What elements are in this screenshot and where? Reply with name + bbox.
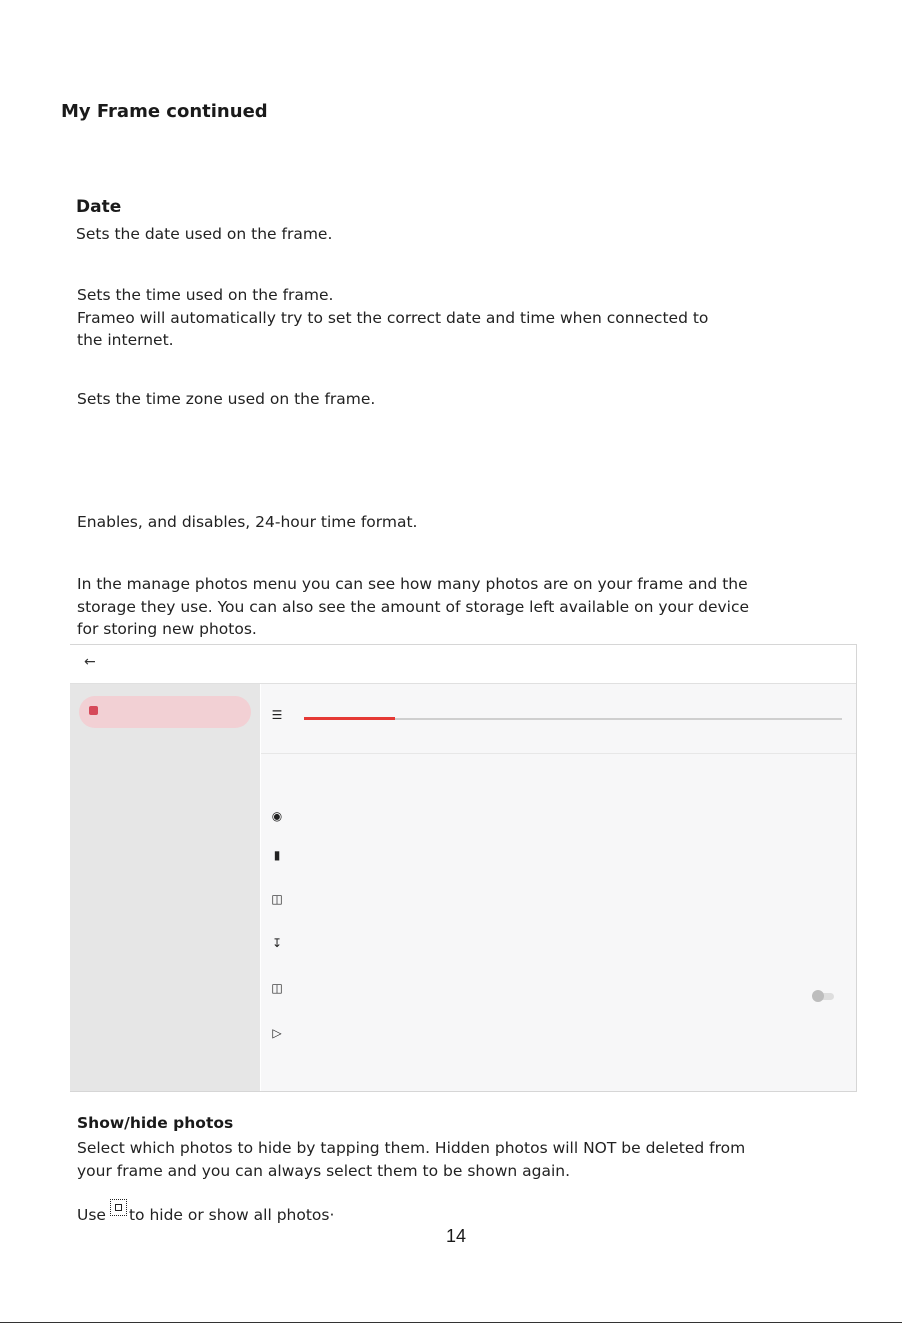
section-heading: My Frame continued — [61, 101, 268, 122]
showhide-title: Show/hide photos — [77, 1114, 234, 1132]
sd-export-icon[interactable]: ◫ — [271, 981, 283, 995]
manage-photos-screenshot — [70, 644, 857, 1092]
eye-icon[interactable]: ◉ — [271, 809, 283, 823]
page-number: 14 — [446, 1226, 467, 1246]
use-suffix: to hide or show all photos· — [128, 1206, 335, 1224]
showhide-use-line — [77, 1203, 334, 1226]
manage-description-line2: storage they use. You can also see the amount of storage left available on your device — [77, 598, 750, 616]
slideshow-toggle[interactable] — [812, 991, 834, 1001]
storage-row — [261, 684, 856, 754]
showhide-description-line1: Select which photos to hide by tapping them. Hidden photos will NOT be deleted from — [77, 1139, 746, 1157]
screenshot-sidebar — [70, 684, 260, 1091]
date-title: Date — [76, 197, 122, 217]
screenshot-topbar — [70, 645, 856, 684]
back-arrow-icon[interactable]: ← — [84, 654, 96, 670]
download-icon[interactable]: ↧ — [271, 936, 283, 950]
format24-description: Enables, and disables, 24-hour time format. — [77, 513, 418, 531]
sidebar-item-photos[interactable] — [79, 696, 251, 728]
sd-import-icon[interactable]: ◫ — [271, 892, 283, 906]
storage-bar-fill — [304, 717, 395, 720]
time-description-line2: Frameo will automatically try to set the correct date and time when connected to — [77, 309, 709, 327]
trash-icon[interactable]: ▮ — [273, 848, 281, 862]
use-prefix: Use — [77, 1206, 106, 1224]
timezone-description: Sets the time zone used on the frame. — [77, 390, 376, 408]
storage-bar — [304, 718, 842, 720]
time-description-line3: the internet. — [77, 331, 174, 349]
select-all-icon — [110, 1199, 127, 1216]
footer-divider — [0, 1322, 902, 1323]
showhide-description-line2: your frame and you can always select them to be shown again. — [77, 1162, 571, 1180]
photos-icon — [89, 706, 98, 715]
date-description: Sets the date used on the frame. — [76, 225, 333, 243]
slideshow-icon[interactable]: ▷ — [272, 1026, 282, 1040]
manage-description-line3: for storing new photos. — [77, 620, 257, 638]
manage-description-line1: In the manage photos menu you can see how many photos are on your frame and the — [77, 575, 748, 593]
storage-list-icon: ☰ — [271, 708, 283, 722]
time-description-line1: Sets the time used on the frame. — [77, 286, 334, 304]
screenshot-main-panel — [261, 684, 856, 1091]
toggle-knob — [812, 990, 824, 1002]
